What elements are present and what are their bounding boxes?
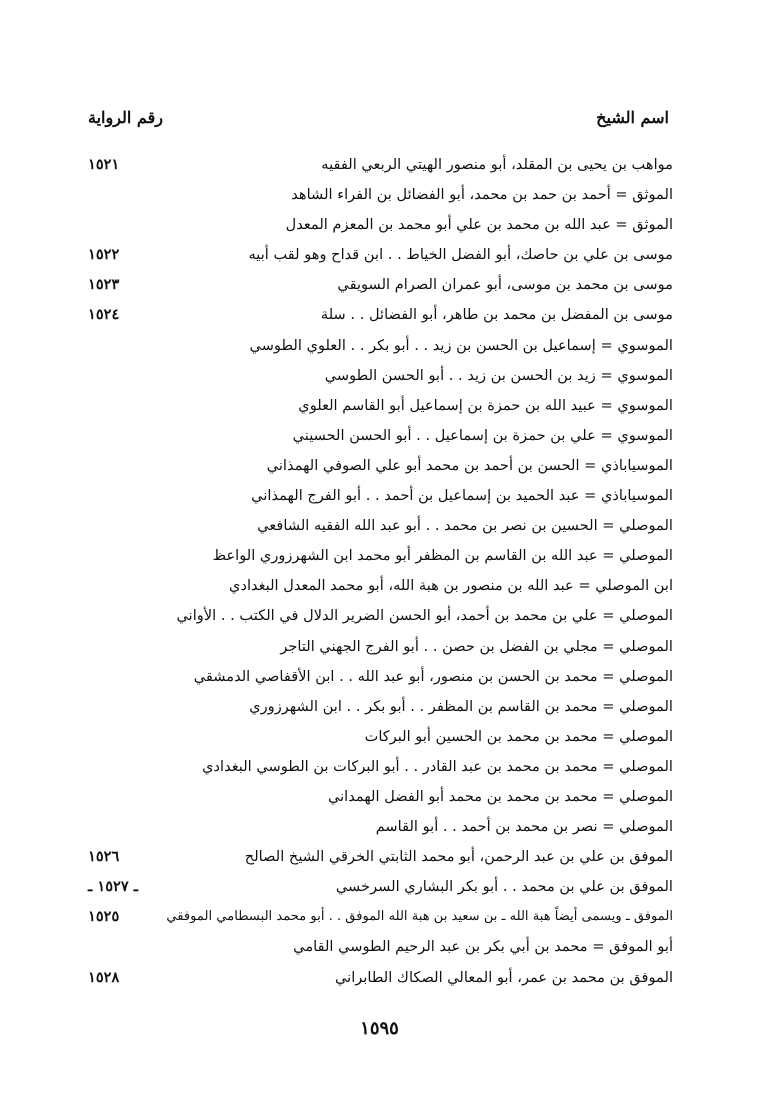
list-item (0, 872, 759, 902)
sheikh-name: الموفق بن علي بن محمد . . أبو بكر البشاري السرخسي (335, 878, 673, 896)
list-item (0, 842, 759, 872)
sheikh-name: الموصلي = مجلي بن الفضل بن حصن . . أبو الفرج الجهني التاجر (280, 637, 673, 655)
sheikh-name: ابن الموصلي = عبد الله بن منصور بن هبة الله، أبو محمد المعدل البغدادي (229, 577, 673, 595)
list-item (0, 421, 759, 451)
narration-number: ١٥٢٥ (88, 908, 120, 926)
list-item (0, 481, 759, 511)
sheikh-name: الموصلي = محمد بن محمد بن الحسين أبو البركات (364, 727, 673, 745)
sheikh-name: الموسوي = علي بن حمزة بن إسماعيل . . أبو الحسن الحسيني (292, 426, 673, 444)
sheikh-name: موسى بن محمد بن موسى، أبو عمران الصرام السويقي (337, 276, 673, 294)
sheikh-name: الموصلي = محمد بن القاسم بن المظفر . . أبو بكر . . ابن الشهرزوري (249, 697, 673, 715)
list-item (0, 782, 759, 812)
list-item (0, 752, 759, 782)
list-item (0, 932, 759, 962)
sheikh-name: الموسياباذي = الحسن بن أحمد بن محمد أبو علي الصوفي الهمذاني (266, 456, 673, 474)
sheikh-name: الموفق بن محمد بن عمر، أبو المعالي الصكاك الطابراني (334, 968, 673, 986)
sheikh-name: الموصلي = محمد بن محمد بن عبد القادر . . أبو البركات بن الطوسي البغدادي (202, 757, 673, 775)
sheikh-name: الموسوي = زيد بن الحسن بن زيد . . أبو الحسن الطوسي (324, 366, 673, 384)
narration-number: ١٥٢٨ (88, 968, 120, 986)
list-item (0, 511, 759, 541)
list-item (0, 180, 759, 210)
sheikh-name: الموثق = أحمد بن حمد بن محمد، أبو الفضائل بن الفراء الشاهد (291, 186, 673, 204)
list-item (0, 662, 759, 692)
list-item (0, 541, 759, 571)
sheikh-name: الموسوي = عبيد الله بن حمزة بن إسماعيل أبو القاسم العلوي (298, 396, 673, 414)
sheikh-name: الموسوي = إسماعيل بن الحسن بن زيد . . أبو بكر . . العلوي الطوسي (249, 336, 673, 354)
narration-number: ١٥٢١ (88, 156, 120, 173)
list-item (0, 240, 759, 270)
narration-number: ١٥٢٣ (88, 276, 120, 294)
sheikh-name: الموصلي = عبد الله بن القاسم بن المظفر أبو محمد ابن الشهرزوري الواعظ (212, 547, 673, 565)
list-item (0, 361, 759, 391)
list-item (0, 150, 759, 180)
list-item (0, 812, 759, 842)
narration-number: ١٥٢٢ (88, 246, 120, 264)
list-item (0, 331, 759, 361)
sheikh-name: الموصلي = نصر بن محمد بن أحمد . . أبو القاسم (375, 818, 673, 836)
list-item (0, 300, 759, 330)
sheikh-name: الموثق = عبد الله بن محمد بن علي أبو محمد بن المعزم المعدل (285, 216, 673, 234)
narration-number: ١٥٢٤ (88, 306, 120, 324)
sheikh-name: الموسياباذي = عبد الحميد بن إسماعيل بن أحمد . . أبو الفرج الهمذاني (251, 487, 673, 505)
narration-number: ١٥٢٦ (88, 848, 120, 866)
sheikh-name: الموصلي = محمد بن الحسن بن منصور، أبو عبد الله . . ابن الأقفاصي الدمشقي (193, 667, 673, 685)
sheikh-name: موسى بن علي بن حاصك، أبو الفضل الخياط . . ابن قداح وهو لقب أبيه (248, 246, 673, 264)
list-item (0, 632, 759, 662)
sheikh-index-list (0, 150, 759, 993)
sheikh-name: الموفق بن علي بن عبد الرحمن، أبو محمد الثابتي الخرقي الشيخ الصالح (244, 848, 673, 866)
sheikh-name: الموفق ـ ويسمى أيضاً هبة الله ـ بن سعيد بن هبة الله الموفق . . أبو محمد البسطامي الموفقي (166, 909, 673, 925)
list-item (0, 391, 759, 421)
list-item (0, 722, 759, 752)
list-item (0, 963, 759, 993)
sheikh-name: مواهب بن يحيى بن المقلد، أبو منصور الهيتي الربعي الفقيه (321, 156, 673, 173)
list-item (0, 601, 759, 631)
sheikh-name: الموصلي = علي بن محمد بن أحمد، أبو الحسن الضرير الدلال في الكتب . . الأواني (176, 607, 673, 625)
narration-number: ـ ١٥٢٧ ـ (88, 878, 139, 896)
list-item (0, 210, 759, 240)
list-item (0, 902, 759, 932)
sheikh-name: موسى بن المفضل بن محمد بن طاهر، أبو الفضائل . . سلة (320, 306, 673, 324)
list-item (0, 571, 759, 601)
name-column-heading: اسم الشيخ (596, 108, 669, 127)
list-item (0, 692, 759, 722)
table-header (88, 108, 669, 136)
sheikh-name: الموصلي = الحسين بن نصر بن محمد . . أبو عبد الله الفقيه الشافعي (257, 517, 673, 535)
sheikh-name: أبو الموفق = محمد بن أبي بكر بن عبد الرحيم الطوسي القامي (293, 938, 673, 956)
list-item (0, 270, 759, 300)
number-column-heading: رقم الرواية (88, 108, 163, 127)
sheikh-name: الموصلي = محمد بن محمد بن محمد أبو الفضل الهمداني (327, 787, 673, 805)
list-item (0, 451, 759, 481)
page-number: ١٥٩٥ (360, 1018, 399, 1039)
